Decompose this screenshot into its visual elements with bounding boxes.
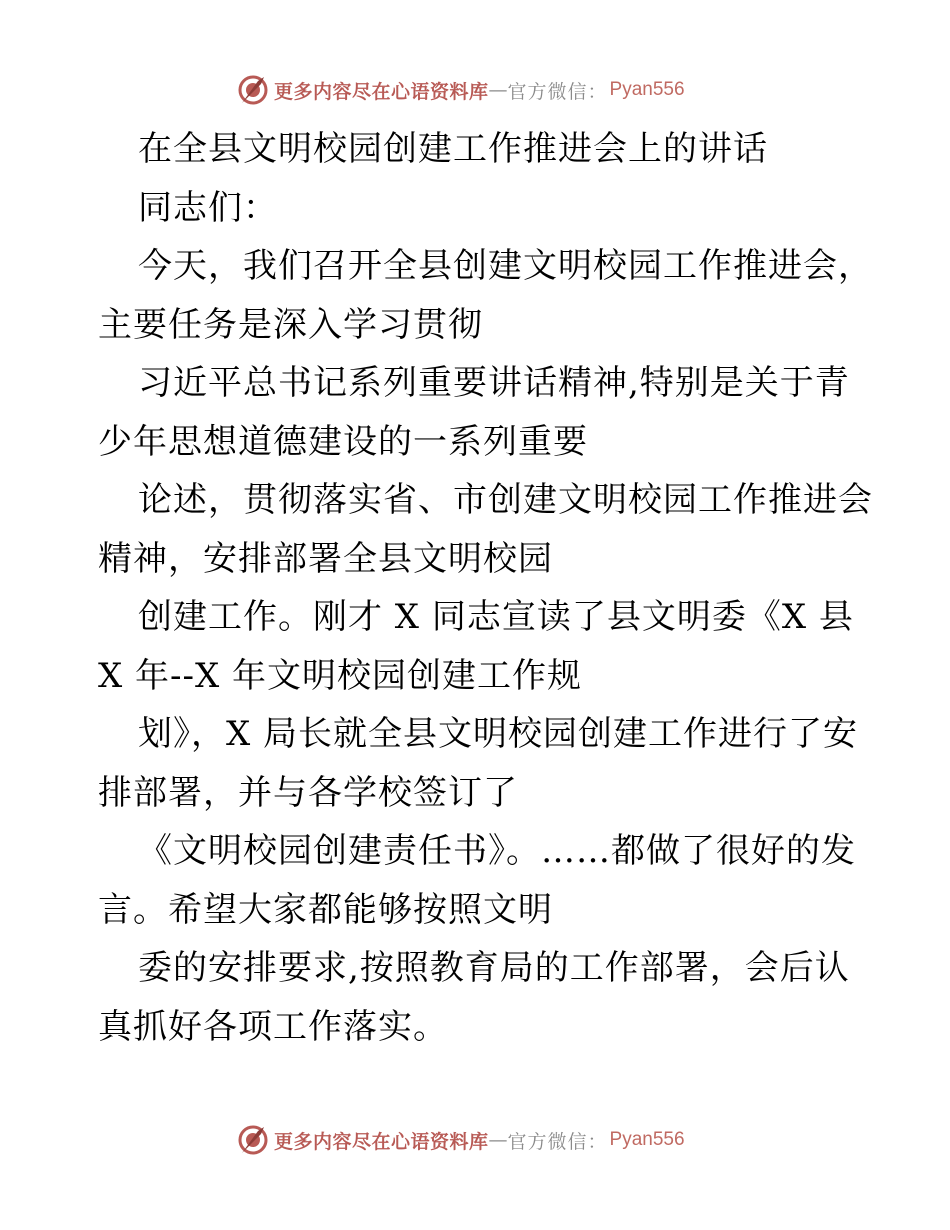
body-line: 言。希望大家都能够按照文明	[98, 889, 553, 930]
body-line: 划》，X 局长就全县文明校园创建工作进行了安	[138, 714, 859, 754]
salutation: 同志们：	[138, 187, 278, 228]
banner-wechat-label: 官方微信：	[507, 80, 608, 103]
banner-wechat-id: Pyan556	[609, 79, 685, 100]
banner-main-text: 更多内容尽在心语资料库	[274, 80, 489, 103]
body-line: 习近平总书记系列重要讲话精神,特别是关于青	[138, 363, 850, 403]
banner-wechat-label: 官方微信：	[507, 1130, 608, 1153]
body-line: 委的安排要求,按照教育局的工作部署，会后认	[138, 948, 850, 988]
body-line: 主要任务是深入学习贯彻	[98, 304, 483, 345]
body-line: 精神，安排部署全县文明校园	[98, 538, 553, 579]
document-title: 在全县文明校园创建工作推进会上的讲话	[138, 129, 768, 169]
body-line: 真抓好各项工作落实。	[98, 1006, 448, 1047]
body-line: 今天，我们召开全县创建文明校园工作推进会，	[138, 246, 873, 286]
banner-dash: —	[488, 79, 508, 101]
footer-watermark-banner	[236, 1122, 716, 1158]
body-line: X 年--X 年文明校园创建工作规	[98, 655, 583, 696]
body-line: 创建工作。刚才 X 同志宣读了县文明委《X 县	[138, 597, 854, 637]
body-line: 少年思想道德建设的一系列重要	[98, 421, 588, 462]
header-watermark-banner	[236, 72, 716, 108]
banner-main-text: 更多内容尽在心语资料库	[274, 1130, 489, 1153]
quill-logo-icon	[236, 1123, 270, 1157]
document-body	[98, 120, 873, 1056]
body-line: 排部署，并与各学校签订了	[98, 772, 518, 813]
body-line: 论述，贯彻落实省、市创建文明校园工作推进会	[138, 480, 873, 520]
banner-wechat-id: Pyan556	[609, 1129, 685, 1150]
banner-dash: —	[488, 1129, 508, 1151]
body-line: 《文明校园创建责任书》。……都做了很好的发	[138, 831, 856, 871]
quill-logo-icon	[236, 73, 270, 107]
